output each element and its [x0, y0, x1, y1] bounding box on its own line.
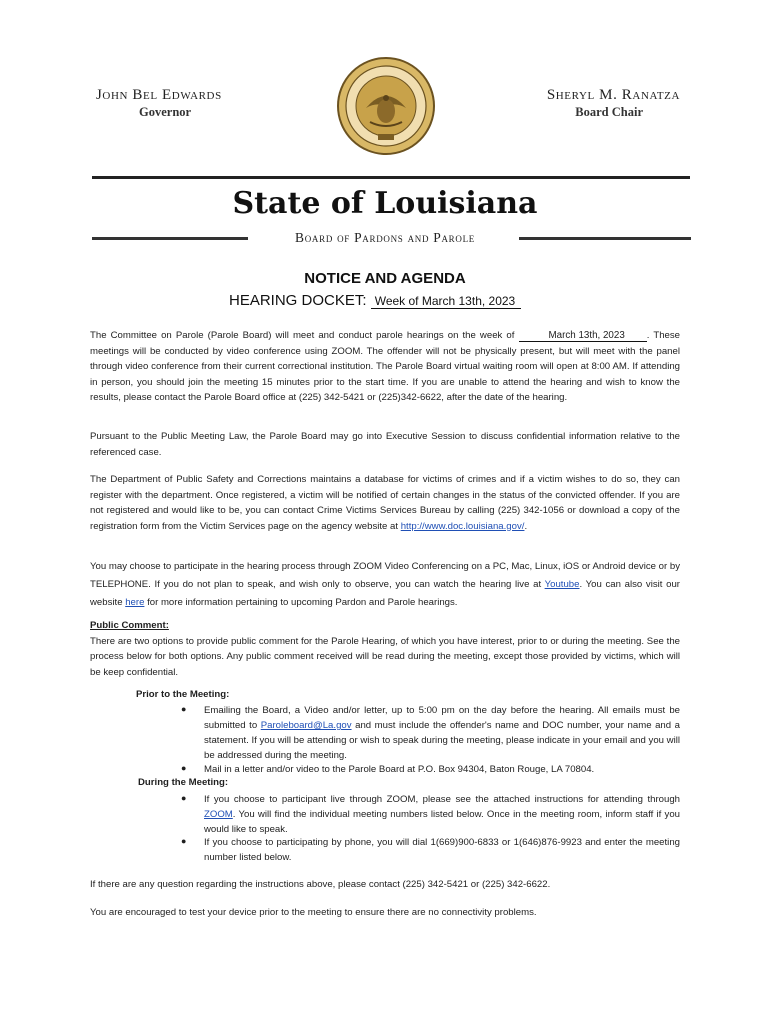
prior-bullet-email	[204, 703, 680, 763]
prior-email-text-2: and must include the offender's name and DOC number, your name and a statement. If you will be attending or wish to speak during the meeting, please indicate in your email and you will be addressed during the meeting.	[204, 720, 680, 761]
paragraph-test-device: You are encouraged to test your device prior to the meeting to ensure there are no connectivity problems.	[90, 907, 537, 918]
paroleboard-email-link[interactable]: Paroleboard@La.gov	[260, 720, 352, 731]
prior-email-text: Emailing the Board, a Video and/or letter, up to 5:00 pm on the day before the hearing. All emails must be submitted to	[204, 705, 680, 731]
youtube-link[interactable]: Youtube	[544, 579, 580, 590]
participation-text: You may choose to participate in the hearing process through ZOOM Video Conferencing on a PC, Mac, Linux, iOS or Android device or by TELEPHONE. If you do not plan to speak, and wish only to observe, you can watch the hearing live at	[90, 561, 680, 590]
board-divider-left	[92, 237, 248, 240]
docket-label: HEARING DOCKET:	[229, 292, 367, 309]
hearing-docket	[229, 292, 521, 309]
paragraph-victims: The Department of Public Safety and Corrections maintains a database for victims of crimes and if a victim wishes to do so, they can register with the department. Once registered, a victim will be notified of certain changes in the status of the convicted offender. If you are not registered and would like to be, you can contact Crime Victims Services Bureau by calling (225) 342-1056 or download a copy of the registration form from the Victim Services page on the agency website at http://www.doc.louisiana.gov/.	[90, 474, 680, 532]
paragraph-executive-session: Pursuant to the Public Meeting Law, the Parole Board may go into Executive Session to discuss confidential information relative to the referenced case.	[90, 431, 680, 458]
docket-week: Week of March 13th, 2023	[371, 294, 522, 309]
header-divider	[92, 176, 690, 179]
bullet-icon: ●	[181, 704, 187, 714]
governor-title: Governor	[139, 105, 192, 119]
board-name: Board of Pardons and Parole	[295, 230, 475, 245]
participation-text-3: for more information pertaining to upcoming Pardon and Parole hearings.	[147, 597, 458, 608]
board-divider-right	[519, 237, 691, 240]
doc-website-link[interactable]: http://www.doc.louisiana.gov/	[400, 520, 525, 532]
bullet-icon: ●	[181, 836, 187, 846]
public-comment-heading: Public Comment:	[90, 620, 169, 631]
zoom-link[interactable]: ZOOM	[204, 809, 233, 820]
louisiana-seal-icon	[336, 56, 436, 156]
bullet-icon: ●	[181, 793, 187, 803]
during-zoom-text-2: . You will find the individual meeting numbers listed below. Once in the meeting room, inform staff if you would like to speak.	[204, 809, 680, 835]
bullet-icon: ●	[181, 763, 187, 773]
board-chair-name: Sheryl M. Ranatza	[546, 87, 680, 103]
governor-name: John Bel Edwards	[96, 87, 222, 103]
participation-text-2: . You can also visit our website	[90, 579, 680, 608]
state-title: State of Louisiana	[232, 186, 538, 221]
intro-text-continued: . These meetings will be conducted by video conference using ZOOM. The offender will not be physically present, but will meet with the panel through video conference from their current correctional institution. The Parole Board virtual waiting room will open at 8:00 AM. If attending in person, you should join the meeting 15 minutes prior to the start time. If you are unable to attend the hearing and wish to know the results, please contact the Parole Board office at (225) 342-5421 or (225)342-6622, after the date of the hearing.	[90, 330, 681, 403]
during-bullet-phone: If you choose to participating by phone, you will dial 1(669)900-6833 or 1(646)876-9923 and enter the meeting number listed below.	[204, 837, 680, 863]
website-here-link[interactable]: here	[125, 597, 145, 608]
during-zoom-text: If you choose to participant live through ZOOM, please see the attached instructions for attending through	[204, 794, 680, 805]
victims-text: The Department of Public Safety and Corrections maintains a database for victims of crimes and if a victim wishes to do so, they can register with the department. Once registered, a victim will be notified of certain changes in the status of the convicted offender. If you are not registered and would like to be, you can contact Crime Victims Services Bureau by calling (225) 342-1056 or download a copy of the registration form from the Victim Services page on the agency website at	[90, 474, 680, 532]
paragraph-intro	[90, 328, 680, 406]
public-comment-text: There are two options to provide public comment for the Parole Hearing, of which you have interest, prior to or during the meeting. See the process below for both options. Any public comment received will be read during the meeting, except those provided by victims, which will be keep confidential.	[90, 635, 680, 678]
hearing-week-date: March 13th, 2023	[519, 330, 647, 342]
paragraph-questions: If there are any question regarding the instructions above, please contact (225) 342-5421 or (225) 342-6622.	[90, 879, 551, 890]
during-bullet-zoom	[204, 792, 680, 837]
during-meeting-heading: During the Meeting:	[138, 777, 229, 788]
intro-text: The Committee on Parole (Parole Board) will meet and conduct parole hearings on the week of	[90, 330, 515, 341]
board-chair-title: Board Chair	[575, 105, 643, 119]
prior-meeting-heading: Prior to the Meeting:	[136, 689, 230, 700]
notice-title: NOTICE AND AGENDA	[304, 270, 466, 287]
public-comment-section	[90, 618, 680, 680]
paragraph-participation	[90, 558, 680, 612]
prior-bullet-mail: Mail in a letter and/or video to the Parole Board at P.O. Box 94304, Baton Rouge, LA 70804.	[204, 764, 595, 775]
